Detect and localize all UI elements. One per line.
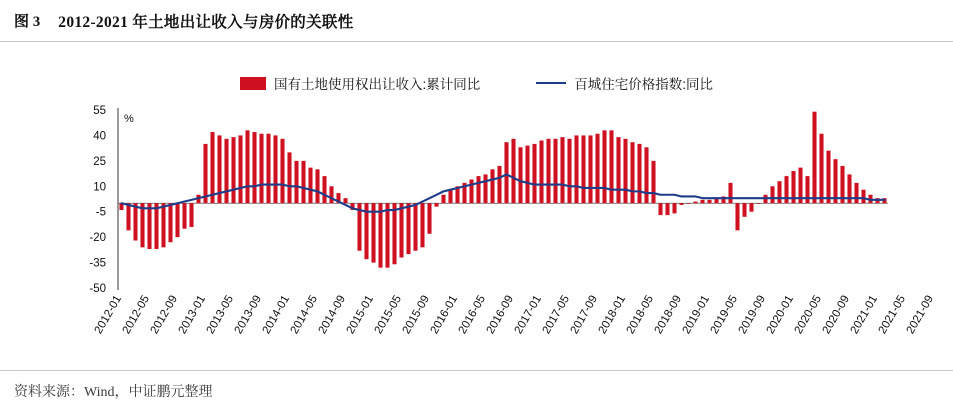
- x-tick-label: 2012-09: [148, 293, 181, 337]
- x-tick-label: 2018-01: [596, 293, 629, 337]
- bar: [826, 151, 830, 204]
- x-tick-label: 2015-09: [400, 293, 433, 337]
- x-tick-label: 2019-01: [680, 293, 713, 337]
- bar: [497, 166, 501, 203]
- source-note: 资料来源：Wind，中证鹏元整理: [14, 384, 213, 400]
- x-tick-label: 2015-01: [344, 293, 377, 337]
- figure-label: 图 3: [14, 14, 41, 30]
- bar: [189, 203, 193, 227]
- bar: [126, 203, 130, 230]
- bar: [294, 161, 298, 203]
- bar: [770, 186, 774, 203]
- x-tick-label: 2017-01: [512, 293, 545, 337]
- bar: [539, 141, 543, 204]
- bar: [735, 203, 739, 230]
- bar: [665, 203, 669, 215]
- bar: [595, 134, 599, 204]
- legend-label-line-series: 百城住宅价格指数:同比: [574, 77, 714, 92]
- line-path: [122, 174, 885, 211]
- bar: [756, 203, 760, 204]
- chart-svg: [0, 96, 953, 370]
- bar: [385, 203, 389, 267]
- x-tick-label: 2012-01: [92, 293, 125, 337]
- bar: [581, 135, 585, 203]
- x-tick-label: 2014-01: [260, 293, 293, 337]
- bar: [812, 112, 816, 204]
- x-tick-label: 2020-01: [764, 293, 797, 337]
- bar: [686, 203, 690, 204]
- bar: [819, 134, 823, 204]
- y-tick-label: -50: [89, 283, 106, 295]
- bar: [476, 176, 480, 203]
- bar: [630, 142, 634, 203]
- bar: [343, 198, 347, 203]
- bar: [644, 147, 648, 203]
- x-tick-label: 2019-05: [708, 293, 741, 337]
- y-tick-label: 40: [93, 130, 106, 143]
- bar: [602, 130, 606, 203]
- bar: [742, 203, 746, 217]
- bar: [777, 181, 781, 203]
- bar: [161, 203, 165, 247]
- bar: [546, 139, 550, 203]
- x-tick-label: 2015-05: [372, 293, 405, 337]
- bar: [854, 183, 858, 203]
- bar: [553, 139, 557, 203]
- bar: [420, 203, 424, 247]
- x-tick-label: 2018-05: [624, 293, 657, 337]
- bar: [238, 135, 242, 203]
- bar: [637, 144, 641, 203]
- x-tick-label: 2017-05: [540, 293, 573, 337]
- line-series-group: [122, 174, 885, 211]
- y-axis-unit-label: %: [124, 113, 134, 125]
- bar: [231, 137, 235, 203]
- y-axis: [89, 105, 888, 295]
- bar: [679, 203, 683, 205]
- bar: [168, 203, 172, 242]
- bar: [175, 203, 179, 237]
- bar: [490, 169, 494, 203]
- line-swatch-icon: [536, 82, 566, 84]
- bar: [434, 203, 438, 206]
- x-tick-label: 2021-09: [904, 293, 937, 337]
- x-tick-label: 2013-01: [176, 293, 209, 337]
- figure-source-bar: [0, 370, 953, 410]
- bar: [574, 135, 578, 203]
- bar: [651, 161, 655, 203]
- chart-plot-area: [0, 96, 953, 370]
- bar: [140, 203, 144, 247]
- x-tick-label: 2013-05: [204, 293, 237, 337]
- x-tick-label: 2016-05: [456, 293, 489, 337]
- y-tick-label: 10: [93, 181, 106, 194]
- bar: [749, 203, 753, 211]
- y-tick-label: -20: [89, 232, 106, 245]
- x-tick-label: 2016-09: [484, 293, 517, 337]
- bar: [315, 169, 319, 203]
- y-tick-label: 25: [93, 155, 106, 168]
- bar: [406, 203, 410, 254]
- bar: [728, 183, 732, 203]
- bar: [147, 203, 151, 249]
- x-axis: [93, 294, 937, 337]
- bar: [245, 130, 249, 203]
- bar: [658, 203, 662, 215]
- bar: [301, 161, 305, 203]
- y-tick-label: -35: [89, 257, 106, 270]
- bar: [525, 146, 529, 204]
- bar: [413, 203, 417, 250]
- bar: [287, 152, 291, 203]
- x-tick-label: 2019-09: [736, 293, 769, 337]
- x-tick-label: 2013-09: [232, 293, 265, 337]
- bar: [707, 200, 711, 203]
- x-tick-label: 2020-09: [820, 293, 853, 337]
- bar: [616, 137, 620, 203]
- bar: [378, 203, 382, 267]
- figure-title-bar: [0, 0, 953, 42]
- bar: [700, 200, 704, 203]
- bar: [448, 190, 452, 204]
- legend-item-bar-series[interactable]: [240, 73, 480, 93]
- bar: [399, 203, 403, 257]
- bar: [483, 174, 487, 203]
- bar: [329, 186, 333, 203]
- x-tick-label: 2014-09: [316, 293, 349, 337]
- x-tick-label: 2020-05: [792, 293, 825, 337]
- bar: [609, 130, 613, 203]
- bar: [560, 137, 564, 203]
- bar: [518, 147, 522, 203]
- bar: [210, 132, 214, 203]
- bar: [693, 202, 697, 204]
- chart-legend: [0, 70, 953, 96]
- bar: [532, 144, 536, 203]
- legend-item-line-series[interactable]: [536, 73, 713, 93]
- bar-swatch-icon: [240, 77, 266, 90]
- x-tick-label: 2016-01: [428, 293, 461, 337]
- x-tick-label: 2017-09: [568, 293, 601, 337]
- bar: [588, 135, 592, 203]
- bar: [427, 203, 431, 234]
- bar: [441, 195, 445, 203]
- bar: [861, 190, 865, 204]
- bar: [308, 168, 312, 204]
- y-tick-label: 55: [93, 105, 106, 117]
- bar: [392, 203, 396, 264]
- bar: [833, 159, 837, 203]
- bar: [252, 132, 256, 203]
- x-tick-label: 2014-05: [288, 293, 321, 337]
- bar: [203, 144, 207, 203]
- bar: [224, 139, 228, 203]
- x-tick-label: 2012-05: [120, 293, 153, 337]
- bar: [273, 135, 277, 203]
- bar: [623, 139, 627, 203]
- bar: [511, 139, 515, 203]
- bar: [504, 142, 508, 203]
- bar: [567, 139, 571, 203]
- x-tick-label: 2021-05: [876, 293, 909, 337]
- bar: [322, 176, 326, 203]
- x-tick-label: 2021-01: [848, 293, 881, 337]
- bar: [182, 203, 186, 228]
- bar: [469, 180, 473, 204]
- bar: [154, 203, 158, 249]
- y-tick-label: -5: [95, 206, 106, 219]
- page-title: 2012-2021 年土地出让收入与房价的关联性: [58, 13, 354, 31]
- bar: [672, 203, 676, 213]
- legend-label-bar-series: 国有土地使用权出让收入:累计同比: [273, 77, 481, 92]
- bar: [280, 139, 284, 203]
- bar: [259, 134, 263, 204]
- bar: [133, 203, 137, 240]
- x-tick-label: 2018-09: [652, 293, 685, 337]
- bar: [266, 134, 270, 204]
